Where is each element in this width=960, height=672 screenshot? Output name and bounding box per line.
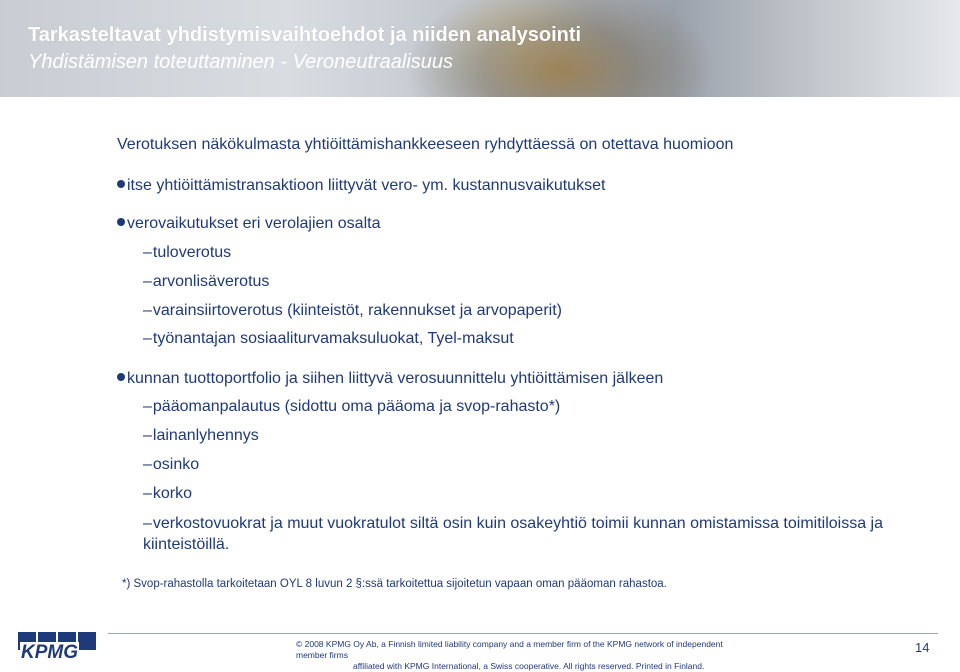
sub-item [143,273,269,291]
page-subtitle: Yhdistämisen toteuttaminen - Veroneutraalisuus [28,51,454,73]
sub-item [143,302,562,320]
logo-block [78,632,96,650]
dash-icon: – [143,515,152,532]
bullet-item [117,215,380,233]
intro-text: Verotuksen näkökulmasta yhtiöittämishankkeeseen ryhdyttäessä on otettava huomioon [117,136,734,153]
bullet-item [117,177,605,195]
bullet-text: kunnan tuottoportfolio ja siihen liittyvä verosuunnittelu yhtiöittämisen jälkeen [127,370,664,387]
header-banner [0,0,960,97]
sub-item [143,427,259,445]
bullet-dot-icon [117,218,125,226]
sub-item [143,244,231,262]
footnote: *) Svop-rahastolla tarkoitetaan OYL 8 luvun 2 §:ssä tarkoitettua sijoitetun vapaan oman pääoman rahastoa. [122,578,667,590]
sub-item-text: korko [152,485,193,502]
page-title: Tarkasteltavat yhdistymisvaihtoehdot ja niiden analysointi [28,24,582,46]
dash-icon: – [143,244,152,261]
dash-icon: – [143,427,152,444]
kpmg-logo [18,632,96,662]
copyright-line: © 2008 KPMG Oy Ab, a Finnish limited liability company and a member firm of the KPMG network of independent member firms [296,639,723,660]
sub-item [143,485,192,503]
sub-item [143,456,199,474]
bullet-dot-icon [117,373,125,381]
dash-icon: – [143,330,152,347]
bullet-dot-icon [117,180,125,188]
sub-item-text: varainsiirtoverotus (kiinteistöt, rakennukset ja arvopaperit) [152,302,562,319]
sub-item-text: työnantajan sosiaaliturvamaksuluokat, Tyel-maksut [152,330,514,347]
sub-item-text: pääomanpalautus (sidottu oma pääoma ja svop-rahasto*) [152,398,561,415]
sub-item [143,330,514,348]
page-number: 14 [915,640,930,655]
dash-icon: – [143,273,152,290]
dash-icon: – [143,485,152,502]
sub-item-text: osinko [152,456,200,473]
sub-item [143,398,560,416]
logo-text [20,642,79,664]
sub-item-text: arvonlisäverotus [152,273,270,290]
copyright-notice [296,639,736,672]
logo-wordmark: KPMG [21,642,78,663]
dash-icon: – [143,456,152,473]
sub-item [143,513,933,555]
sub-item-text: verkostovuokrat ja muut vuokratulot siltä osin kuin osakeyhtiö toimii kunnan omistamissa toimitiloissa ja kiinteistöillä. [143,515,883,553]
dash-icon: – [143,398,152,415]
dash-icon: – [143,302,152,319]
bullet-text: verovaikutukset eri verolajien osalta [127,215,381,232]
footer-divider [108,633,938,634]
bullet-item [117,370,663,388]
sub-item-text: lainanlyhennys [152,427,259,444]
bullet-text: itse yhtiöittämistransaktioon liittyvät vero- ym. kustannusvaikutukset [127,177,606,194]
copyright-line: affiliated with KPMG International, a Swiss cooperative. All rights reserved. Printed in Finland. [353,661,705,671]
sub-item-text: tuloverotus [152,244,232,261]
